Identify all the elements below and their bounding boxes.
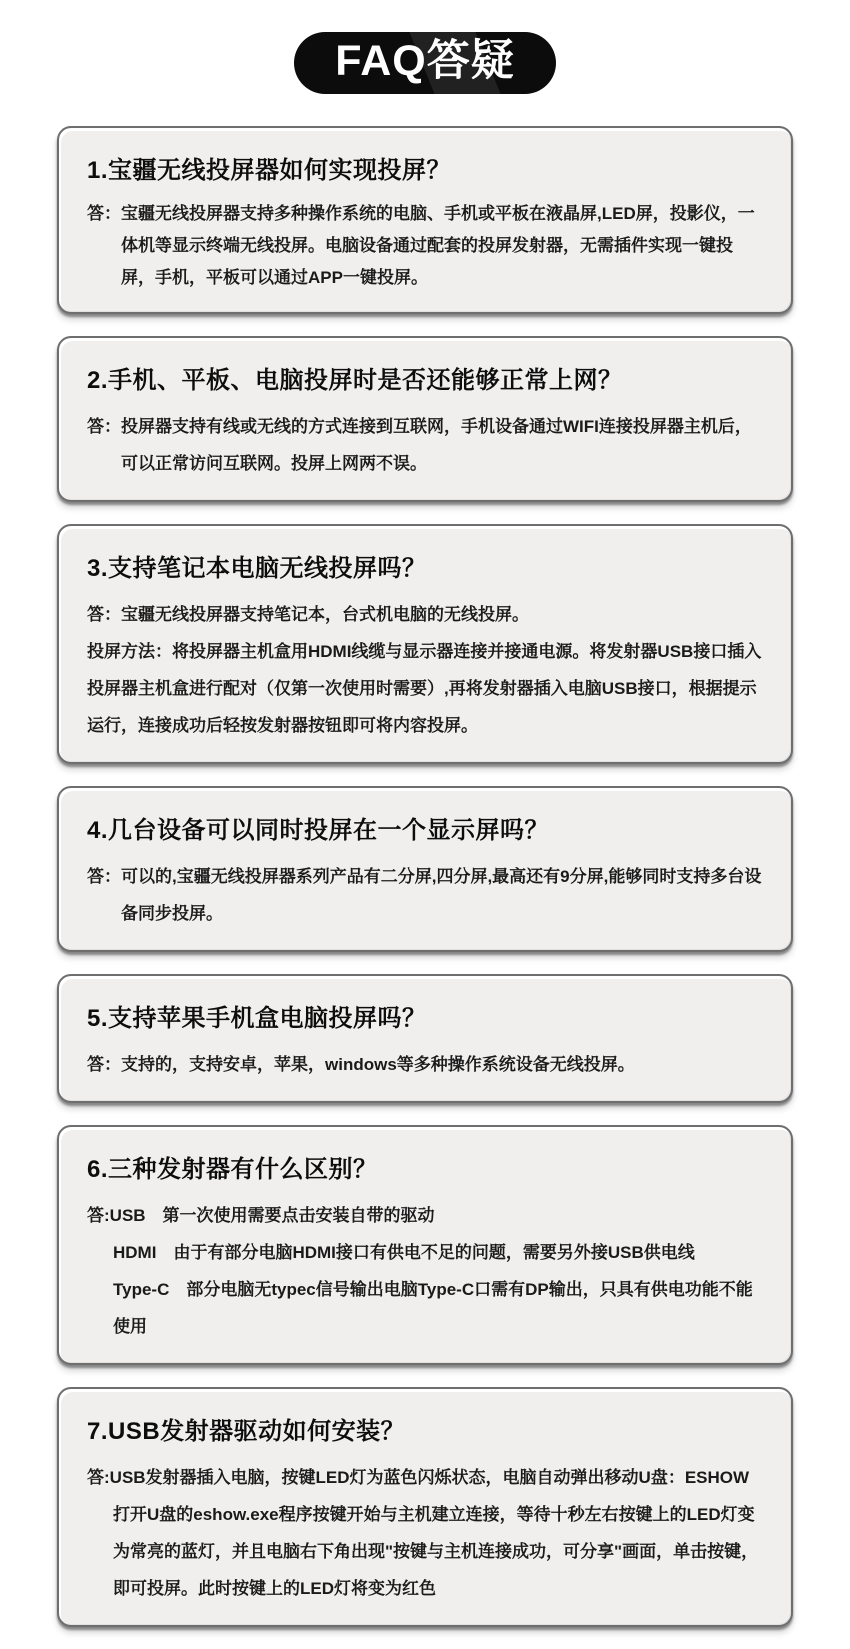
faq-header-badge bbox=[294, 32, 556, 94]
faq-answer-paragraph: 答:USB发射器插入电脑，按键LED灯为蓝色闪烁状态，电脑自动弹出移动U盘：ESHOW打开U盘的eshow.exe程序按键开始与主机建立连接，等待十秒左右按键上的LED灯变为常亮的蓝灯，并且电脑右下角出现"按键与主机连接成功，可分享"画面，单击按键，即可投屏。此时按键上的LED灯将变为红色 bbox=[87, 1468, 759, 1598]
faq-answer-paragraph: 答：可以的,宝疆无线投屏器系列产品有二分屏,四分屏,最高还有9分屏,能够同时支持多台设备同步投屏。 bbox=[87, 867, 762, 923]
faq-question-title: 2.手机、平板、电脑投屏时是否还能够正常上网？ bbox=[87, 367, 623, 394]
faq-question-title: 5.支持苹果手机盒电脑投屏吗？ bbox=[87, 1005, 427, 1032]
faq-answer-paragraph: 答:USB 第一次使用需要点击安装自带的驱动 bbox=[87, 1206, 435, 1225]
faq-card-7 bbox=[57, 1387, 793, 1627]
faq-question-title: 4.几台设备可以同时投屏在一个显示屏吗？ bbox=[87, 817, 550, 844]
faq-question-title: 1.宝疆无线投屏器如何实现投屏？ bbox=[87, 157, 452, 184]
faq-card-2 bbox=[57, 336, 793, 502]
faq-card-1 bbox=[57, 126, 793, 314]
faq-question-title: 3.支持笔记本电脑无线投屏吗？ bbox=[87, 555, 427, 582]
faq-badge-label: FAQ答疑 bbox=[335, 36, 515, 85]
faq-question-title: 6.三种发射器有什么区别？ bbox=[87, 1156, 378, 1183]
faq-answer-paragraph: 投屏方法：将投屏器主机盒用HDMI线缆与显示器连接并接通电源。将发射器USB接口插入投屏器主机盒进行配对（仅第一次使用时需要）,再将发射器插入电脑USB接口，根据提示运行，连接成功后轻按发射器按钮即可将内容投屏。 bbox=[87, 642, 762, 735]
faq-answer-paragraph: HDMI 由于有部分电脑HDMI接口有供电不足的问题，需要另外接USB供电线 bbox=[113, 1243, 695, 1262]
faq-answer-paragraph: 答：宝疆无线投屏器支持笔记本，台式机电脑的无线投屏。 bbox=[87, 605, 529, 624]
faq-page bbox=[0, 32, 850, 1627]
faq-card-3 bbox=[57, 524, 793, 764]
faq-card-5 bbox=[57, 974, 793, 1103]
faq-answer-paragraph: 答：投屏器支持有线或无线的方式连接到互联网，手机设备通过WIFI连接投屏器主机后，可以正常访问互联网。投屏上网两不误。 bbox=[87, 417, 752, 473]
faq-card-4 bbox=[57, 786, 793, 952]
faq-answer-paragraph: Type-C 部分电脑无typec信号输出电脑Type-C口需有DP输出，只具有供电功能不能使用 bbox=[113, 1280, 753, 1336]
faq-card-6 bbox=[57, 1125, 793, 1365]
faq-answer-paragraph: 答：宝疆无线投屏器支持多种操作系统的电脑、手机或平板在液晶屏,LED屏，投影仪，一体机等显示终端无线投屏。电脑设备通过配套的投屏发射器，无需插件实现一键投屏，手机，平板可以通过APP一键投屏。 bbox=[87, 204, 755, 287]
faq-question-title: 7.USB发射器驱动如何安装？ bbox=[87, 1418, 406, 1445]
faq-answer-paragraph: 答：支持的，支持安卓，苹果，windows等多种操作系统设备无线投屏。 bbox=[87, 1055, 635, 1074]
